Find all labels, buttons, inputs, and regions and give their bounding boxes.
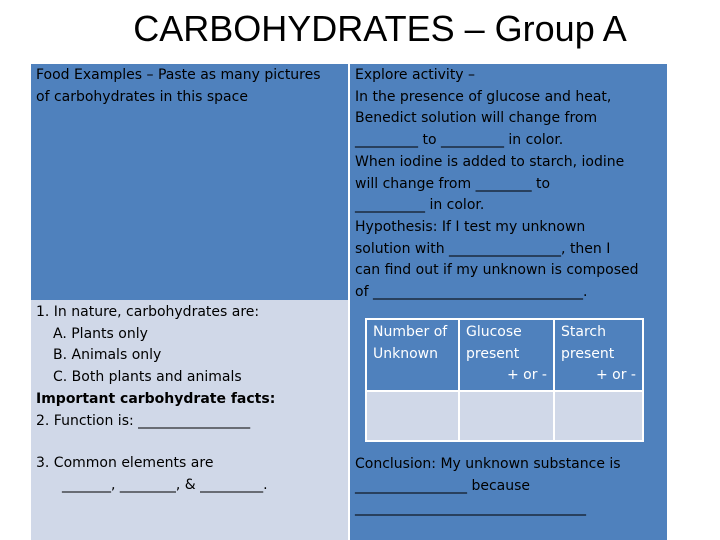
question-3-blanks: _______, ________, & _________. — [62, 476, 268, 493]
explore-line-2: In the presence of glucose and heat, — [355, 88, 612, 105]
header-glucose-present — [459, 319, 554, 391]
explore-line-3: Benedict solution will change from — [355, 110, 598, 127]
explore-line-5: When iodine is added to starch, iodine — [355, 153, 625, 170]
header-col1-line-2: Unknown — [373, 345, 438, 362]
questions-panel — [31, 300, 348, 540]
conclusion-line-1: Conclusion: My unknown substance is — [355, 456, 621, 472]
facts-heading: Important carbohydrate facts: — [36, 390, 276, 407]
explore-line-9: solution with ________________, then I — [355, 240, 611, 257]
header-number-of-unknown — [366, 319, 459, 391]
option-c: C. Both plants and animals — [53, 369, 242, 386]
page-title: CARBOHYDRATES – Group A — [133, 8, 627, 49]
cell-starch-result[interactable] — [554, 391, 643, 441]
header-col3-line-1: Starch — [561, 324, 606, 340]
option-b: B. Animals only — [53, 347, 162, 364]
question-2: 2. Function is: ________________ — [36, 412, 251, 429]
conclusion-line-2: ________________ because — [355, 478, 531, 494]
food-examples-line-2: of carbohydrates in this space — [36, 88, 248, 105]
cell-unknown-number[interactable] — [366, 391, 459, 441]
header-col2-line-2: present — [466, 345, 520, 362]
explore-line-8: Hypothesis: If I test my unknown — [355, 218, 586, 235]
header-col2-line-3: + or - — [506, 367, 547, 384]
explore-line-7: __________ in color. — [355, 197, 485, 214]
conclusion-block — [355, 453, 621, 519]
results-table — [365, 318, 644, 442]
food-examples-line-1: Food Examples – Paste as many pictures — [36, 67, 321, 83]
header-col3-line-2: present — [561, 345, 615, 362]
explore-line-4: _________ to _________ in color. — [355, 132, 564, 149]
explore-line-6: will change from ________ to — [355, 175, 551, 192]
header-col2-line-1: Glucose — [466, 324, 522, 340]
spacer — [36, 432, 343, 453]
cell-glucose-result[interactable] — [459, 391, 554, 441]
explore-line-1: Explore activity – — [355, 67, 476, 83]
results-header-row — [366, 319, 643, 391]
question-1: 1. In nature, carbohydrates are: — [36, 304, 260, 320]
conclusion-line-3: _________________________________ — [355, 500, 586, 516]
results-data-row — [366, 391, 643, 441]
food-examples-panel[interactable] — [31, 64, 348, 300]
header-col3-line-3: + or - — [595, 367, 636, 384]
option-a: A. Plants only — [53, 325, 148, 342]
question-3: 3. Common elements are — [36, 455, 214, 472]
explore-line-11: of ______________________________. — [355, 284, 588, 301]
header-starch-present — [554, 319, 643, 391]
header-col1-line-1: Number of — [373, 324, 448, 340]
explore-line-10: can find out if my unknown is composed — [355, 262, 639, 279]
